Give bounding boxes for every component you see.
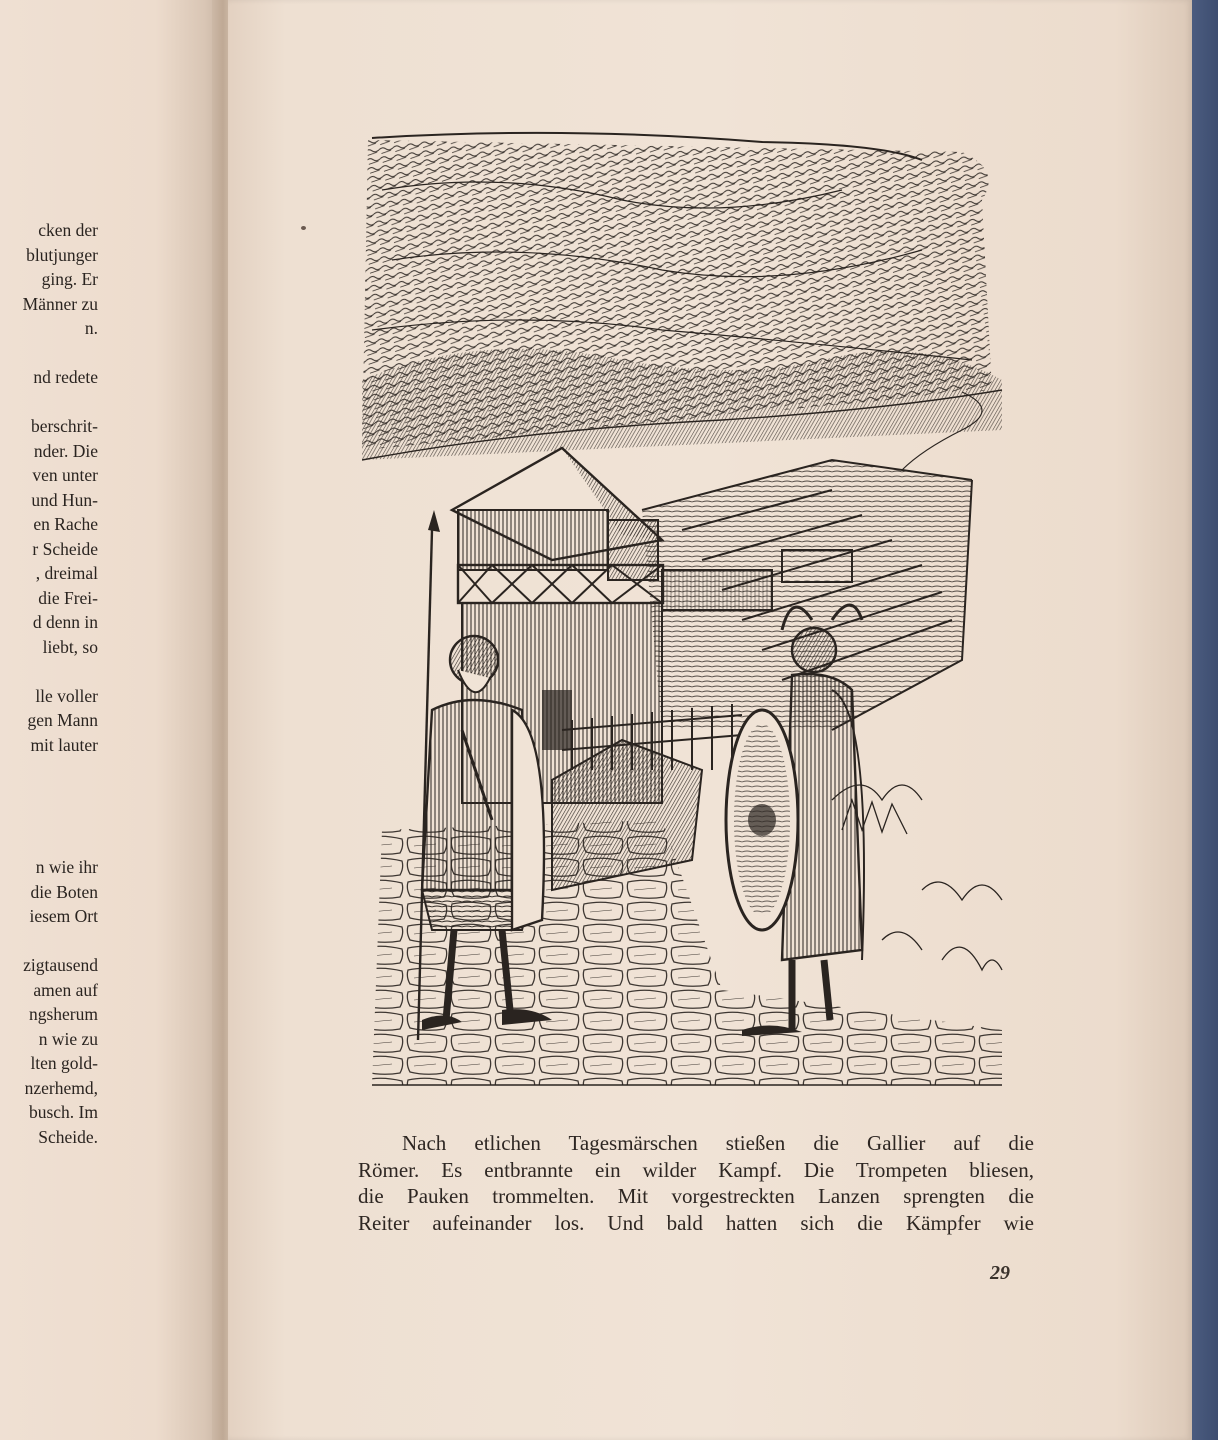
left-page-line: die Boten bbox=[30, 881, 98, 902]
left-page-line: amen auf bbox=[33, 979, 98, 1000]
left-page-line: en Rache bbox=[33, 514, 98, 534]
left-page-line: und Hun- bbox=[31, 489, 98, 510]
left-page-line bbox=[0, 757, 98, 782]
left-page bbox=[0, 0, 222, 1440]
caption-line: Reiter aufeinander los. Und bald hatten sich die Kämpfer wie bbox=[358, 1210, 1034, 1235]
caption-line: die Pauken trommelten. Mit vorgestreckten Lanzen sprengten die bbox=[358, 1184, 1034, 1208]
left-page-line: nd redete bbox=[33, 367, 98, 387]
left-page-line: ven unter bbox=[32, 465, 98, 485]
left-page-line: ging. Er bbox=[41, 269, 98, 289]
left-page-line: iesem Ort bbox=[29, 906, 98, 926]
illustration-drawing bbox=[362, 130, 1024, 1092]
left-page-line bbox=[0, 806, 98, 831]
left-page-line: n wie ihr bbox=[35, 857, 98, 877]
caption-line: Nach etlichen Tagesmärschen stießen die Gallier auf die bbox=[402, 1131, 1034, 1155]
left-page-line: d denn in bbox=[32, 612, 98, 632]
left-page-line: nder. Die bbox=[33, 440, 98, 461]
left-page-line: r Scheide bbox=[32, 538, 98, 559]
left-page-line: mit lauter bbox=[30, 734, 98, 755]
left-page-line: n. bbox=[84, 318, 98, 338]
left-page-line: lle voller bbox=[35, 685, 98, 706]
left-page-line: Männer zu bbox=[22, 293, 98, 314]
left-page-line: cken der bbox=[38, 220, 98, 240]
left-page-line: , dreimal bbox=[35, 563, 98, 583]
left-page-line: lten gold- bbox=[30, 1053, 98, 1073]
left-page-line bbox=[0, 341, 98, 366]
caption-line: Römer. Es entbrannte ein wilder Kampf. Die Trompeten bliesen, bbox=[358, 1157, 1034, 1182]
left-page-line: die Frei- bbox=[38, 587, 98, 608]
page-number: 29 bbox=[990, 1262, 1010, 1284]
left-page-line: blutjunger bbox=[26, 244, 98, 265]
left-page-line: gen Mann bbox=[27, 710, 98, 730]
left-page-line bbox=[0, 831, 98, 856]
left-page-line: liebt, so bbox=[42, 636, 98, 657]
paper-speck bbox=[301, 226, 306, 230]
left-page-line: n wie zu bbox=[38, 1028, 98, 1049]
left-page-line: busch. Im bbox=[28, 1102, 98, 1122]
left-page-line bbox=[0, 929, 98, 954]
left-page-line bbox=[0, 782, 98, 807]
left-page-line: ngsherum bbox=[28, 1004, 98, 1024]
left-page-line: zigtausend bbox=[23, 955, 98, 975]
left-page-line: berschrit- bbox=[30, 416, 98, 436]
caption-paragraph bbox=[358, 1130, 1034, 1236]
left-page-line: nzerhemd, bbox=[24, 1077, 98, 1098]
left-page-line: Scheide. bbox=[38, 1126, 98, 1147]
left-page-text bbox=[0, 218, 98, 1149]
left-page-line bbox=[0, 659, 98, 684]
left-page-line bbox=[0, 390, 98, 415]
